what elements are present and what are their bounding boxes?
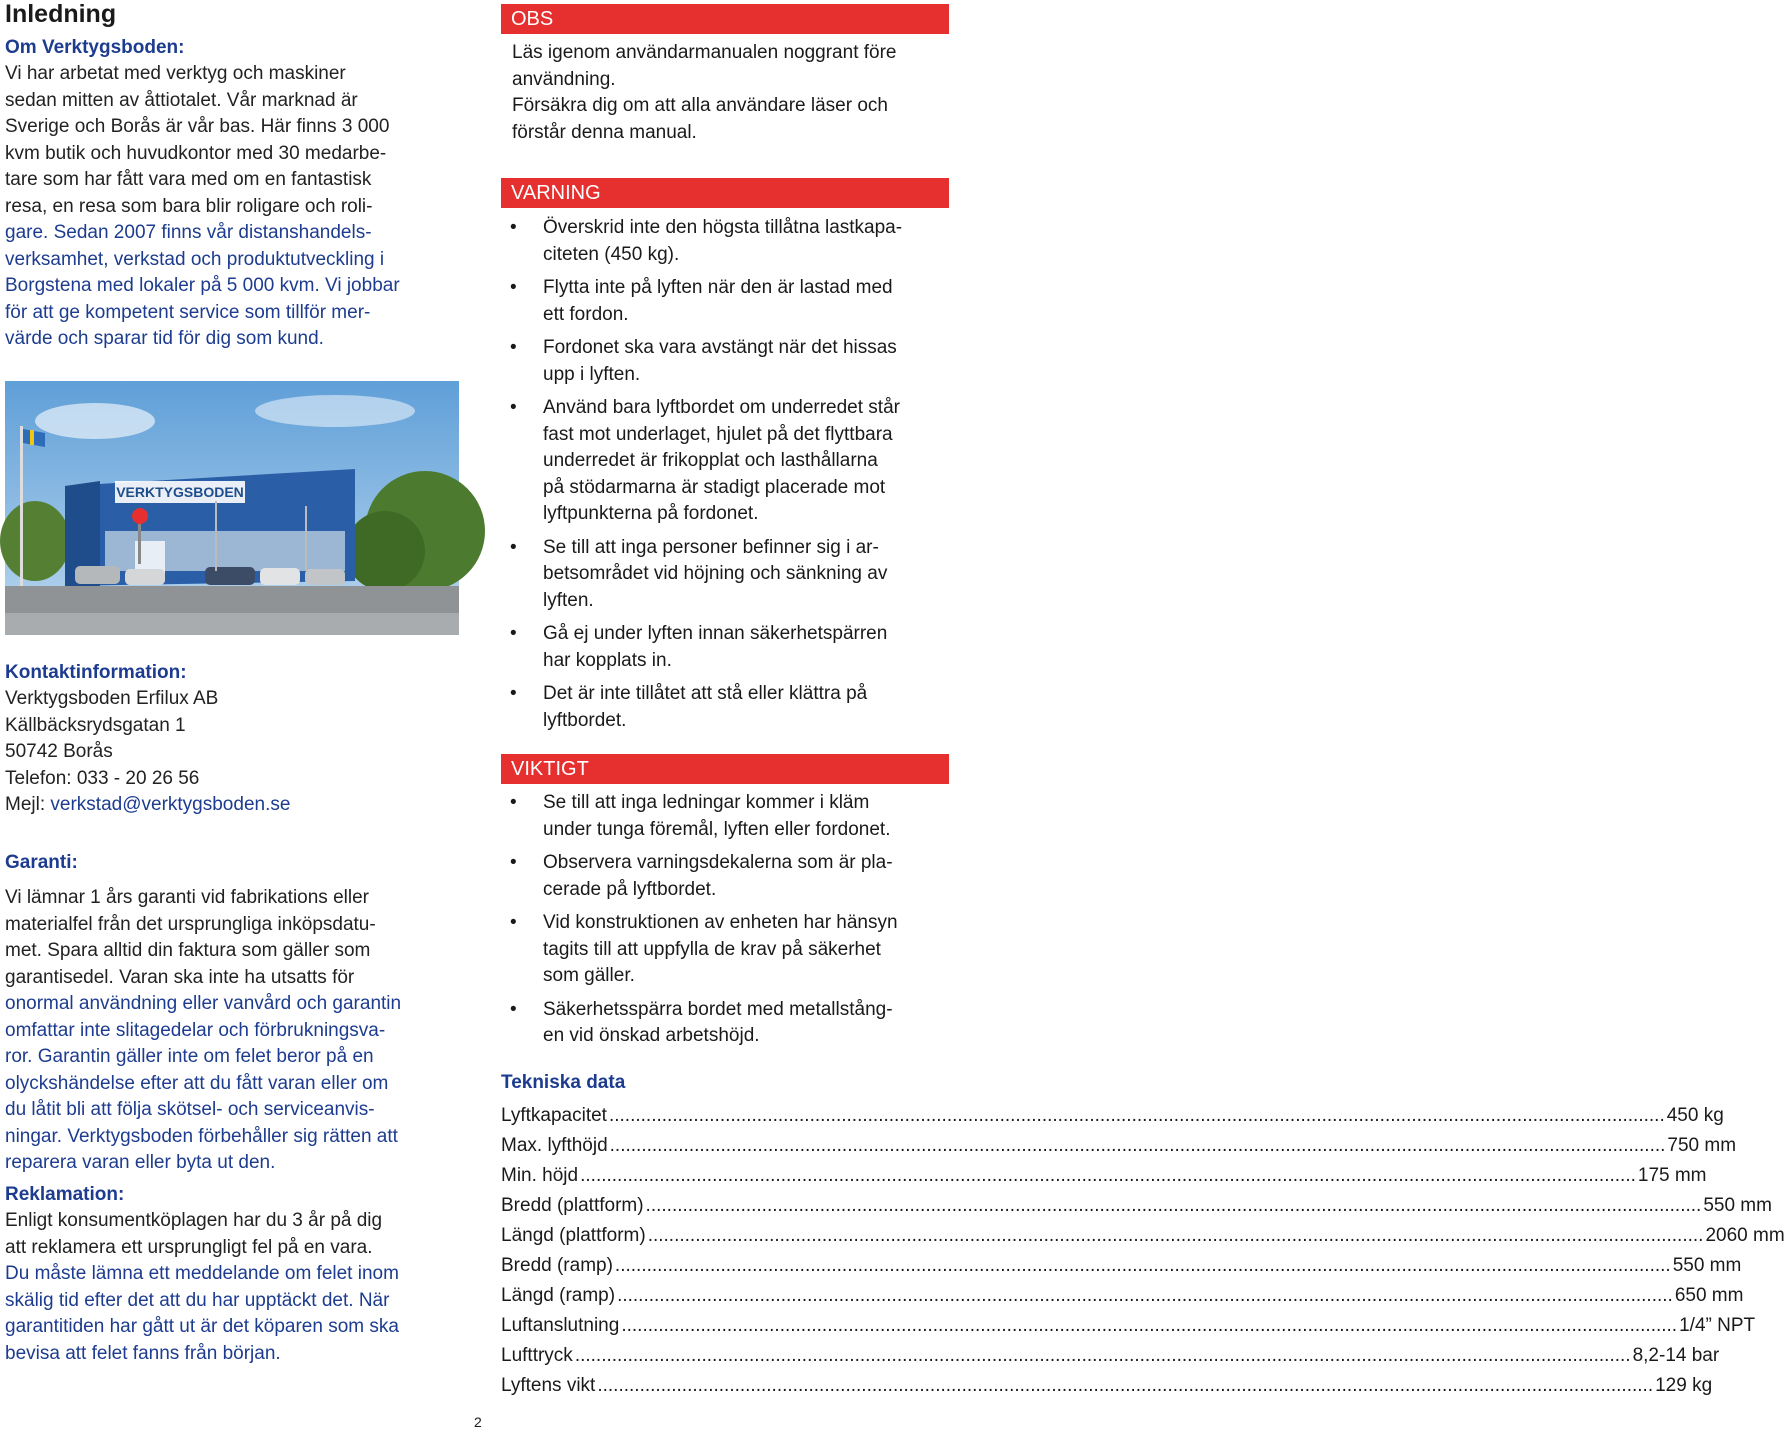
spec-leader: ........................................................................................................................................................................................................	[597, 1375, 1654, 1396]
text-line: cerade på lyftbordet.	[543, 878, 717, 900]
bullet-icon: •	[510, 217, 517, 238]
warranty-section	[5, 850, 460, 1177]
spec-leader: ........................................................................................................................................................................................................	[621, 1315, 1678, 1336]
spec-row	[501, 1101, 1724, 1131]
complaint-text-dark	[5, 1208, 460, 1261]
text-line: lyftbordet.	[543, 709, 627, 731]
varning-badge: VARNING	[501, 178, 949, 208]
spec-value: 550 mm	[1703, 1195, 1772, 1216]
spec-label: Bredd (plattform)	[501, 1195, 644, 1216]
list-item	[506, 395, 956, 528]
text-line: betsområdet vid höjning och sänkning av	[543, 563, 888, 584]
text-line: på stödarmarna är stadigt placerade mot	[543, 476, 886, 498]
text-line: tare som har fått vara med om en fantastisk	[5, 169, 372, 190]
warranty-heading: Garanti:	[5, 852, 78, 873]
spec-label: Min. höjd	[501, 1165, 579, 1186]
store-sign: VERKTYGSBODEN	[116, 484, 244, 500]
text-line: Fordonet ska vara avstängt när det hissas	[543, 337, 897, 358]
complaint-section	[5, 1182, 460, 1367]
bullet-icon: •	[510, 623, 517, 644]
spec-row	[501, 1251, 1742, 1281]
text-line: Se till att inga personer befinner sig i ar-	[543, 536, 879, 558]
text-line: för att ge kompetent service som tillför mer-	[5, 301, 371, 323]
varning-list	[506, 215, 956, 741]
text-line: tagits till att uppfylla de krav på säkerhet	[543, 938, 881, 960]
spec-label: Lyftens vikt	[501, 1375, 596, 1396]
text-line: fast mot underlaget, hjulet på det flyttbara	[543, 423, 893, 445]
about-text-blue	[5, 220, 460, 353]
text-line: du låtit bli att följa skötsel- och serviceanvis-	[5, 1099, 375, 1120]
spec-value: 550 mm	[1672, 1255, 1742, 1276]
text-line: bevisa att felet fanns från början.	[5, 1342, 281, 1364]
warranty-text-blue	[5, 991, 460, 1177]
bullet-icon: •	[510, 683, 517, 704]
text-line: gare. Sedan 2007 finns vår distanshandels-	[5, 222, 372, 243]
page-number: 2	[474, 1414, 482, 1430]
list-item	[506, 275, 956, 328]
text-line: Vi har arbetat med verktyg och maskiner	[5, 63, 346, 84]
text-line: Borgstena med lokaler på 5 000 kvm. Vi jobbar	[5, 275, 400, 296]
list-item	[506, 910, 956, 990]
spec-row	[501, 1221, 1785, 1251]
text-line: Försäkra dig om att alla användare läser och	[512, 95, 888, 116]
contact-section	[5, 660, 460, 819]
spec-leader: ........................................................................................................................................................................................................	[580, 1165, 1636, 1186]
spec-value: 450 kg	[1666, 1105, 1724, 1126]
text-line: skälig tid efter det att du har upptäckt det. När	[5, 1289, 390, 1311]
text-line: användning.	[512, 68, 616, 90]
text-line: som gäller.	[543, 965, 635, 986]
text-line: värde och sparar tid för dig som kund.	[5, 328, 324, 349]
text-line: citeten (450 kg).	[543, 243, 680, 265]
list-item	[506, 997, 956, 1050]
text-line: Vid konstruktionen av enheten har hänsyn	[543, 912, 898, 933]
text-line: garantisedel. Varan ska inte ha utsatts för	[5, 966, 355, 988]
text-line: Överskrid inte den högsta tillåtna lastkapa-	[543, 217, 903, 238]
complaint-heading: Reklamation:	[5, 1184, 125, 1205]
text-line: Enligt konsumentköplagen har du 3 år på dig	[5, 1210, 383, 1231]
email-label: Mejl:	[5, 794, 51, 815]
text-line: kvm butik och huvudkontor med 30 medarbe-	[5, 142, 387, 164]
spec-leader: ........................................................................................................................................................................................................	[614, 1255, 1671, 1276]
contact-city: 50742 Borås	[5, 741, 113, 762]
list-item	[506, 681, 956, 734]
spec-leader: ........................................................................................................................................................................................................	[647, 1225, 1704, 1246]
contact-street: Källbäcksrydsgatan 1	[5, 714, 186, 736]
spec-row	[501, 1371, 1713, 1401]
about-heading: Om Verktygsboden:	[5, 37, 185, 58]
text-line: Du måste lämna ett meddelande om felet inom	[5, 1263, 399, 1284]
viktigt-badge: VIKTIGT	[501, 754, 949, 784]
contact-email-line	[5, 792, 460, 819]
text-line: resa, en resa som bara blir roligare och roli-	[5, 195, 373, 217]
spec-row	[501, 1191, 1772, 1221]
text-line: Använd bara lyftbordet om underredet står	[543, 397, 900, 418]
text-line: materialfel från det ursprungliga inköpsdatu-	[5, 913, 376, 935]
list-item	[506, 535, 956, 615]
spec-label: Lufttryck	[501, 1345, 573, 1366]
store-photo	[5, 381, 459, 635]
spec-label: Längd (plattform)	[501, 1225, 646, 1246]
spec-value: 650 mm	[1674, 1285, 1744, 1306]
contact-company: Verktygsboden Erfilux AB	[5, 688, 219, 709]
text-line: Observera varningsdekalerna som är pla-	[543, 852, 893, 873]
viktigt-list	[506, 790, 956, 1057]
bullet-icon: •	[510, 998, 517, 1020]
bullet-icon: •	[510, 852, 517, 873]
text-line: Sverige och Borås är vår bas. Här finns 3 000	[5, 116, 390, 137]
text-line: ningar. Verktygsboden förbehåller sig rätten att	[5, 1125, 398, 1147]
text-line: verksamhet, verkstad och produktutveckling i	[5, 248, 385, 270]
spec-label: Lyftkapacitet	[501, 1105, 607, 1126]
spec-leader: ........................................................................................................................................................................................................	[645, 1195, 1702, 1216]
spec-value: 8,2-14 bar	[1632, 1345, 1720, 1366]
text-line: ett fordon.	[543, 303, 629, 325]
text-line: omfattar inte slitagedelar och förbrukningsva-	[5, 1019, 386, 1041]
bullet-icon: •	[510, 397, 517, 418]
text-line: har kopplats in.	[543, 649, 672, 671]
about-text-dark	[5, 61, 460, 220]
obs-badge: OBS	[501, 4, 949, 34]
list-item	[506, 850, 956, 903]
text-line: Vi lämnar 1 års garanti vid fabrikations eller	[5, 887, 369, 908]
spec-leader: ........................................................................................................................................................................................................	[609, 1135, 1666, 1156]
spec-value: 2060 mm	[1705, 1225, 1785, 1246]
spec-label: Bredd (ramp)	[501, 1255, 613, 1276]
contact-details	[5, 686, 460, 819]
spec-label: Längd (ramp)	[501, 1285, 616, 1306]
contact-heading: Kontaktinformation:	[5, 662, 187, 683]
text-line: lyften.	[543, 589, 594, 611]
spec-value: 129 kg	[1655, 1375, 1713, 1396]
bullet-icon: •	[510, 337, 517, 358]
text-line: sedan mitten av åttiotalet. Vår marknad är	[5, 89, 358, 111]
complaint-text-blue	[5, 1261, 460, 1367]
text-line: ror. Garantin gäller inte om felet beror på en	[5, 1046, 374, 1067]
text-line: Gå ej under lyften innan säkerhetspärren	[543, 623, 888, 644]
text-line: att reklamera ett ursprungligt fel på en vara.	[5, 1236, 373, 1258]
bullet-icon: •	[510, 536, 517, 558]
spec-row	[501, 1311, 1756, 1341]
contact-phone: Telefon: 033 - 20 26 56	[5, 767, 200, 789]
text-line: reparera varan eller byta ut den.	[5, 1152, 276, 1173]
warranty-text-dark	[5, 885, 460, 991]
spec-leader: ........................................................................................................................................................................................................	[608, 1105, 1665, 1126]
obs-text	[512, 40, 958, 146]
bullet-icon: •	[510, 912, 517, 933]
text-line: Se till att inga ledningar kommer i kläm	[543, 792, 870, 813]
bullet-icon: •	[510, 277, 517, 298]
spec-value: 1/4” NPT	[1679, 1315, 1756, 1336]
text-line: under tunga föremål, lyften eller fordonet.	[543, 818, 891, 840]
about-section	[5, 35, 460, 353]
text-line: olyckshändelse efter att du fått varan eller om	[5, 1072, 389, 1094]
list-item	[506, 215, 956, 268]
text-line: Säkerhetsspärra bordet med metallstång-	[543, 998, 893, 1020]
page-title: Inledning	[5, 0, 117, 28]
spec-row	[501, 1341, 1720, 1371]
text-line: förstår denna manual.	[512, 121, 697, 143]
text-line: upp i lyften.	[543, 363, 641, 385]
text-line: garantitiden har gått ut är det köparen som ska	[5, 1316, 399, 1337]
bullet-icon: •	[510, 792, 517, 813]
text-line: Flytta inte på lyften när den är lastad med	[543, 277, 893, 298]
spec-value: 750 mm	[1667, 1135, 1737, 1156]
email-link[interactable]: verkstad@verktygsboden.se	[50, 794, 291, 815]
text-line: met. Spara alltid din faktura som gäller som	[5, 940, 371, 961]
text-line: Det är inte tillåtet att stå eller klättra på	[543, 683, 868, 704]
list-item	[506, 335, 956, 388]
spec-label: Luftanslutning	[501, 1315, 620, 1336]
text-line: lyftpunkterna på fordonet.	[543, 503, 759, 524]
spec-value: 175 mm	[1637, 1165, 1707, 1186]
spec-leader: ........................................................................................................................................................................................................	[574, 1345, 1631, 1366]
spec-row	[501, 1131, 1737, 1161]
text-line: en vid önskad arbetshöjd.	[543, 1025, 760, 1046]
text-line: onormal användning eller vanvård och garantin	[5, 993, 402, 1014]
spec-row	[501, 1281, 1744, 1311]
specs-title: Tekniska data	[501, 1072, 626, 1093]
specs-table	[501, 1101, 1785, 1401]
spec-row	[501, 1161, 1707, 1191]
spec-leader: ........................................................................................................................................................................................................	[617, 1285, 1673, 1306]
list-item	[506, 790, 956, 843]
spec-label: Max. lyfthöjd	[501, 1135, 608, 1156]
text-line: Läs igenom användarmanualen noggrant före	[512, 42, 897, 63]
list-item	[506, 621, 956, 674]
text-line: underredet är frikopplat och lasthållarna	[543, 450, 878, 471]
